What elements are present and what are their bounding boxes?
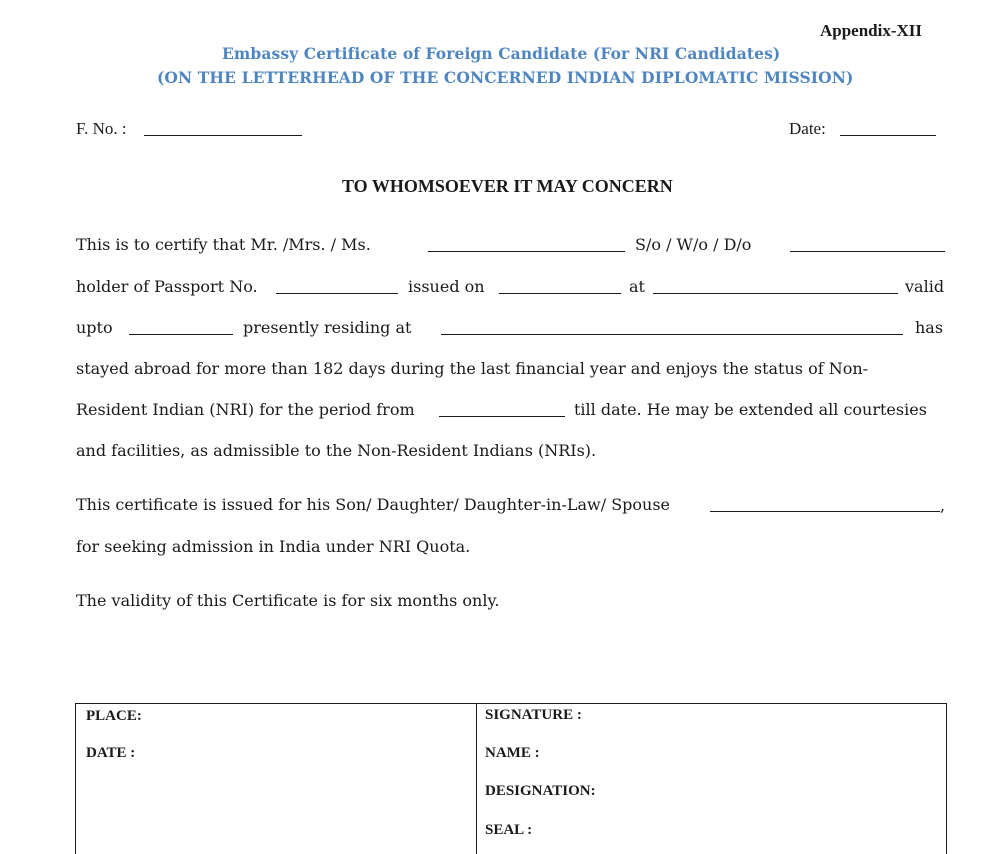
box-date-label: DATE : (86, 745, 136, 761)
residence-address-field[interactable] (441, 334, 903, 335)
issue-place-field[interactable] (653, 293, 898, 294)
signature-box-divider (476, 704, 477, 854)
issued-on-label: issued on (408, 277, 485, 296)
upto-label: upto (76, 318, 113, 337)
facilities-text: and facilities, as admissible to the Non-Resident Indians (NRIs). (76, 441, 597, 460)
ward-comma: , (940, 496, 946, 515)
file-number-field[interactable] (144, 135, 302, 136)
nri-period-text: Resident Indian (NRI) for the period from (76, 400, 415, 419)
courtesies-text: till date. He may be extended all courtesies (574, 400, 927, 419)
validity-text: The validity of this Certificate is for six months only. (76, 591, 500, 610)
document-subtitle: (ON THE LETTERHEAD OF THE CONCERNED INDIAN DIPLOMATIC MISSION) (157, 68, 854, 87)
ward-name-field[interactable] (710, 511, 940, 512)
period-from-field[interactable] (439, 416, 565, 417)
designation-label: DESIGNATION: (485, 783, 596, 799)
valid-label: valid (905, 277, 945, 296)
file-number-label: F. No. : (76, 119, 127, 138)
relation-name-field[interactable] (790, 251, 945, 252)
appendix-label: Appendix-XII (820, 21, 923, 40)
issued-for-text: This certificate is issued for his Son/ Daughter/ Daughter-in-Law/ Spouse (76, 495, 671, 514)
residing-label: presently residing at (243, 318, 412, 337)
seal-label: SEAL : (485, 822, 533, 838)
certify-text: This is to certify that Mr. /Mrs. / Ms. (76, 235, 371, 254)
validity-date-field[interactable] (129, 334, 233, 335)
stay-text: stayed abroad for more than 182 days during the last financial year and enjoys the status of Non- (76, 359, 869, 378)
signature-box (75, 703, 947, 854)
admission-purpose-text: for seeking admission in India under NRI Quota. (76, 537, 471, 556)
passport-number-field[interactable] (276, 293, 398, 294)
concern-heading: TO WHOMSOEVER IT MAY CONCERN (342, 176, 673, 196)
date-field[interactable] (840, 135, 936, 136)
date-label: Date: (789, 119, 826, 138)
at-label: at (629, 277, 645, 296)
document-title: Embassy Certificate of Foreign Candidate (For NRI Candidates) (222, 44, 781, 63)
place-label: PLACE: (86, 708, 142, 724)
name-label: NAME : (485, 745, 540, 761)
has-label: has (915, 318, 944, 337)
candidate-parent-name-field[interactable] (428, 251, 625, 252)
signature-label: SIGNATURE : (485, 707, 582, 723)
passport-label: holder of Passport No. (76, 277, 258, 296)
issue-date-field[interactable] (499, 293, 621, 294)
relation-text: S/o / W/o / D/o (635, 235, 752, 254)
